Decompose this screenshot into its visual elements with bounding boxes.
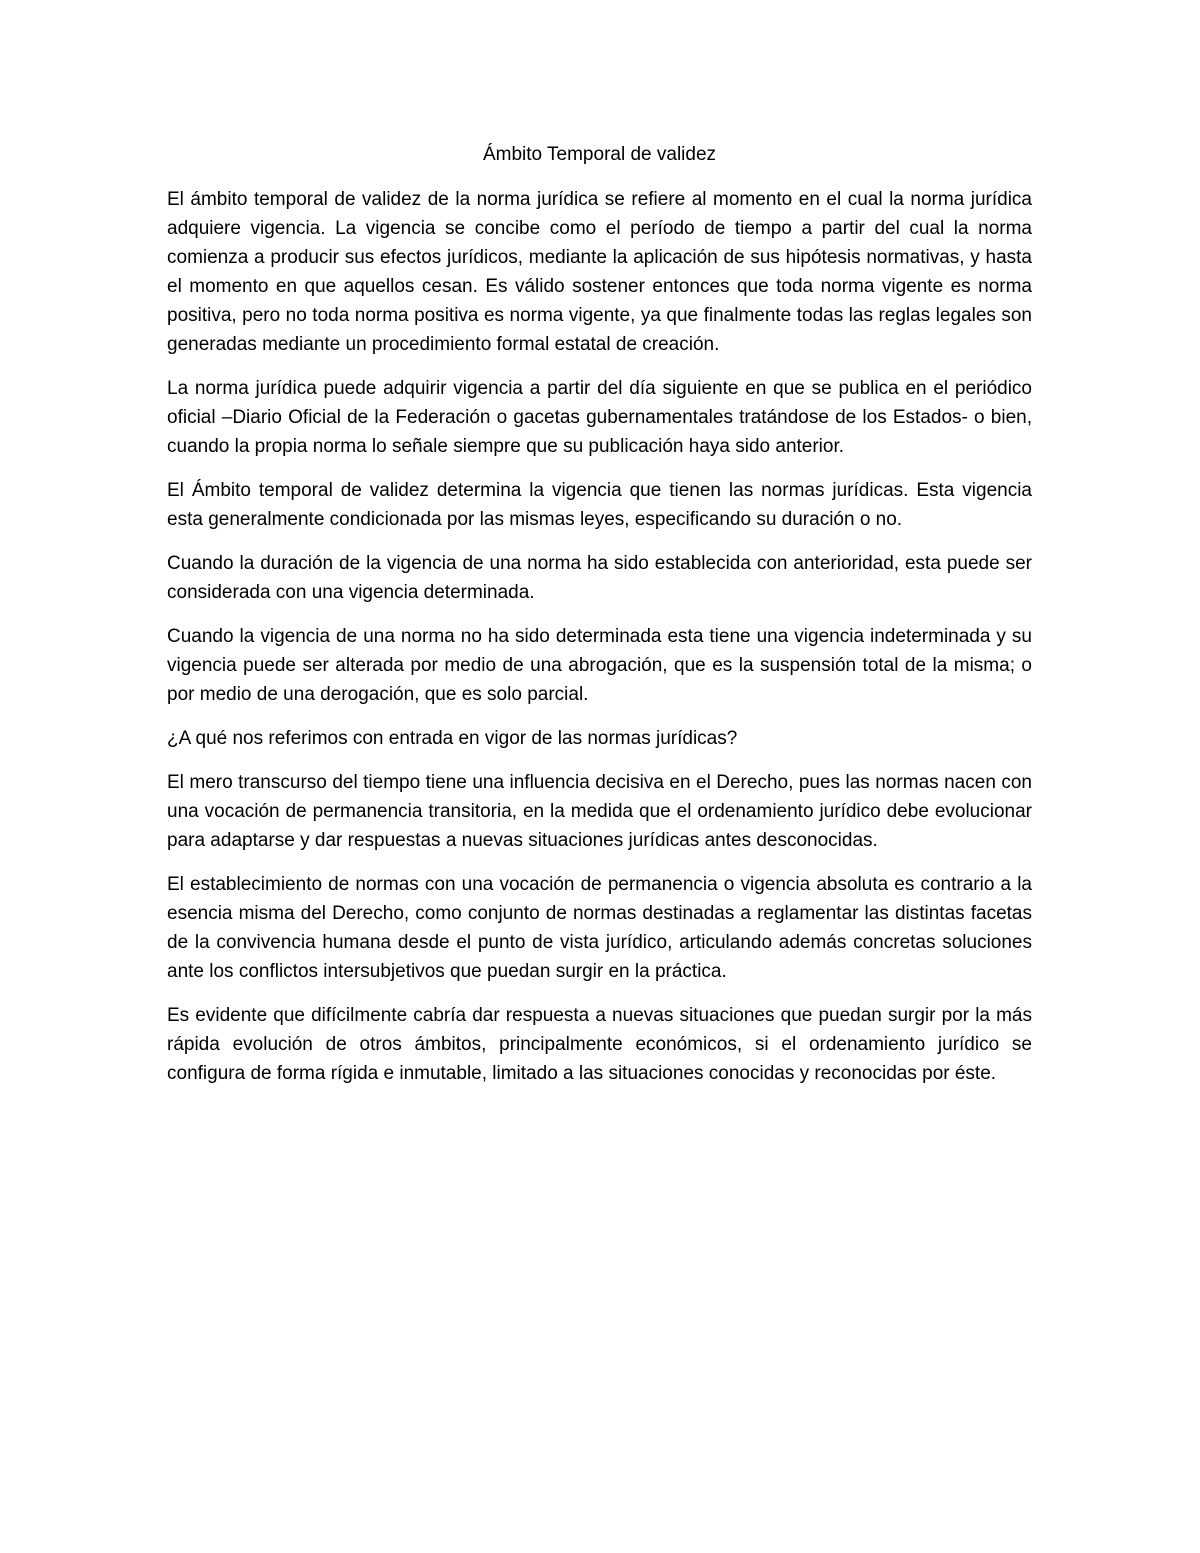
paragraph-determina-vigencia: El Ámbito temporal de validez determina la vigencia que tienen las normas jurídicas. Esta vigencia esta generalmente condicionada por las mismas leyes, especificando su duración o no. bbox=[167, 480, 1032, 530]
paragraph-vigencia-indeterminada: Cuando la vigencia de una norma no ha sido determinada esta tiene una vigencia indeterminada y su vigencia puede ser alterada por medio de una abrogación, que es la suspensión total de la misma; o por medio de una derogación, que es solo parcial. bbox=[167, 626, 1032, 705]
paragraph-transcurso-del-tiempo: El mero transcurso del tiempo tiene una influencia decisiva en el Derecho, pues las normas nacen con una vocación de permanencia transitoria, en la medida que el ordenamiento jurídico debe evolucionar para adaptarse y dar respuestas a nuevas situaciones jurídicas antes desconocidas. bbox=[167, 772, 1032, 851]
paragraph-vigencia-absoluta: El establecimiento de normas con una vocación de permanencia o vigencia absoluta es contrario a la esencia misma del Derecho, como conjunto de normas destinadas a reglamentar las distintas facetas de la convivencia humana desde el punto de vista jurídico, articulando además concretas soluciones ante los conflictos intersubjetivos que puedan surgir en la práctica. bbox=[167, 874, 1032, 982]
paragraph-question-entrada-en-vigor: ¿A qué nos referimos con entrada en vigor de las normas jurídicas? bbox=[167, 728, 738, 749]
document-title: Ámbito Temporal de validez bbox=[482, 144, 717, 165]
document-body bbox=[167, 140, 1032, 1103]
paragraph-adquirir-vigencia: La norma jurídica puede adquirir vigencia a partir del día siguiente en que se publica en el periódico oficial –Diario Oficial de la Federación o gacetas gubernamentales tratándose de los Estados- o bien, cuando la propia norma lo señale siempre que su publicación haya sido anterior. bbox=[167, 378, 1032, 457]
paragraph-vigencia-determinada: Cuando la duración de la vigencia de una norma ha sido establecida con anterioridad, esta puede ser considerada con una vigencia determinada. bbox=[167, 553, 1032, 603]
paragraph-ambito-temporal: El ámbito temporal de validez de la norma jurídica se refiere al momento en el cual la norma jurídica adquiere vigencia. La vigencia se concibe como el período de tiempo a partir del cual la norma comienza a producir sus efectos jurídicos, mediante la aplicación de sus hipótesis normativas, y hasta el momento en que aquellos cesan. Es válido sostener entonces que toda norma vigente es norma positiva, pero no toda norma positiva es norma vigente, ya que finalmente todas las reglas legales son generadas mediante un procedimiento formal estatal de creación. bbox=[167, 189, 1032, 355]
paragraph-nuevas-situaciones: Es evidente que difícilmente cabría dar respuesta a nuevas situaciones que puedan surgir por la más rápida evolución de otros ámbitos, principalmente económicos, si el ordenamiento jurídico se configura de forma rígida e inmutable, limitado a las situaciones conocidas y reconocidas por éste. bbox=[167, 1005, 1032, 1084]
